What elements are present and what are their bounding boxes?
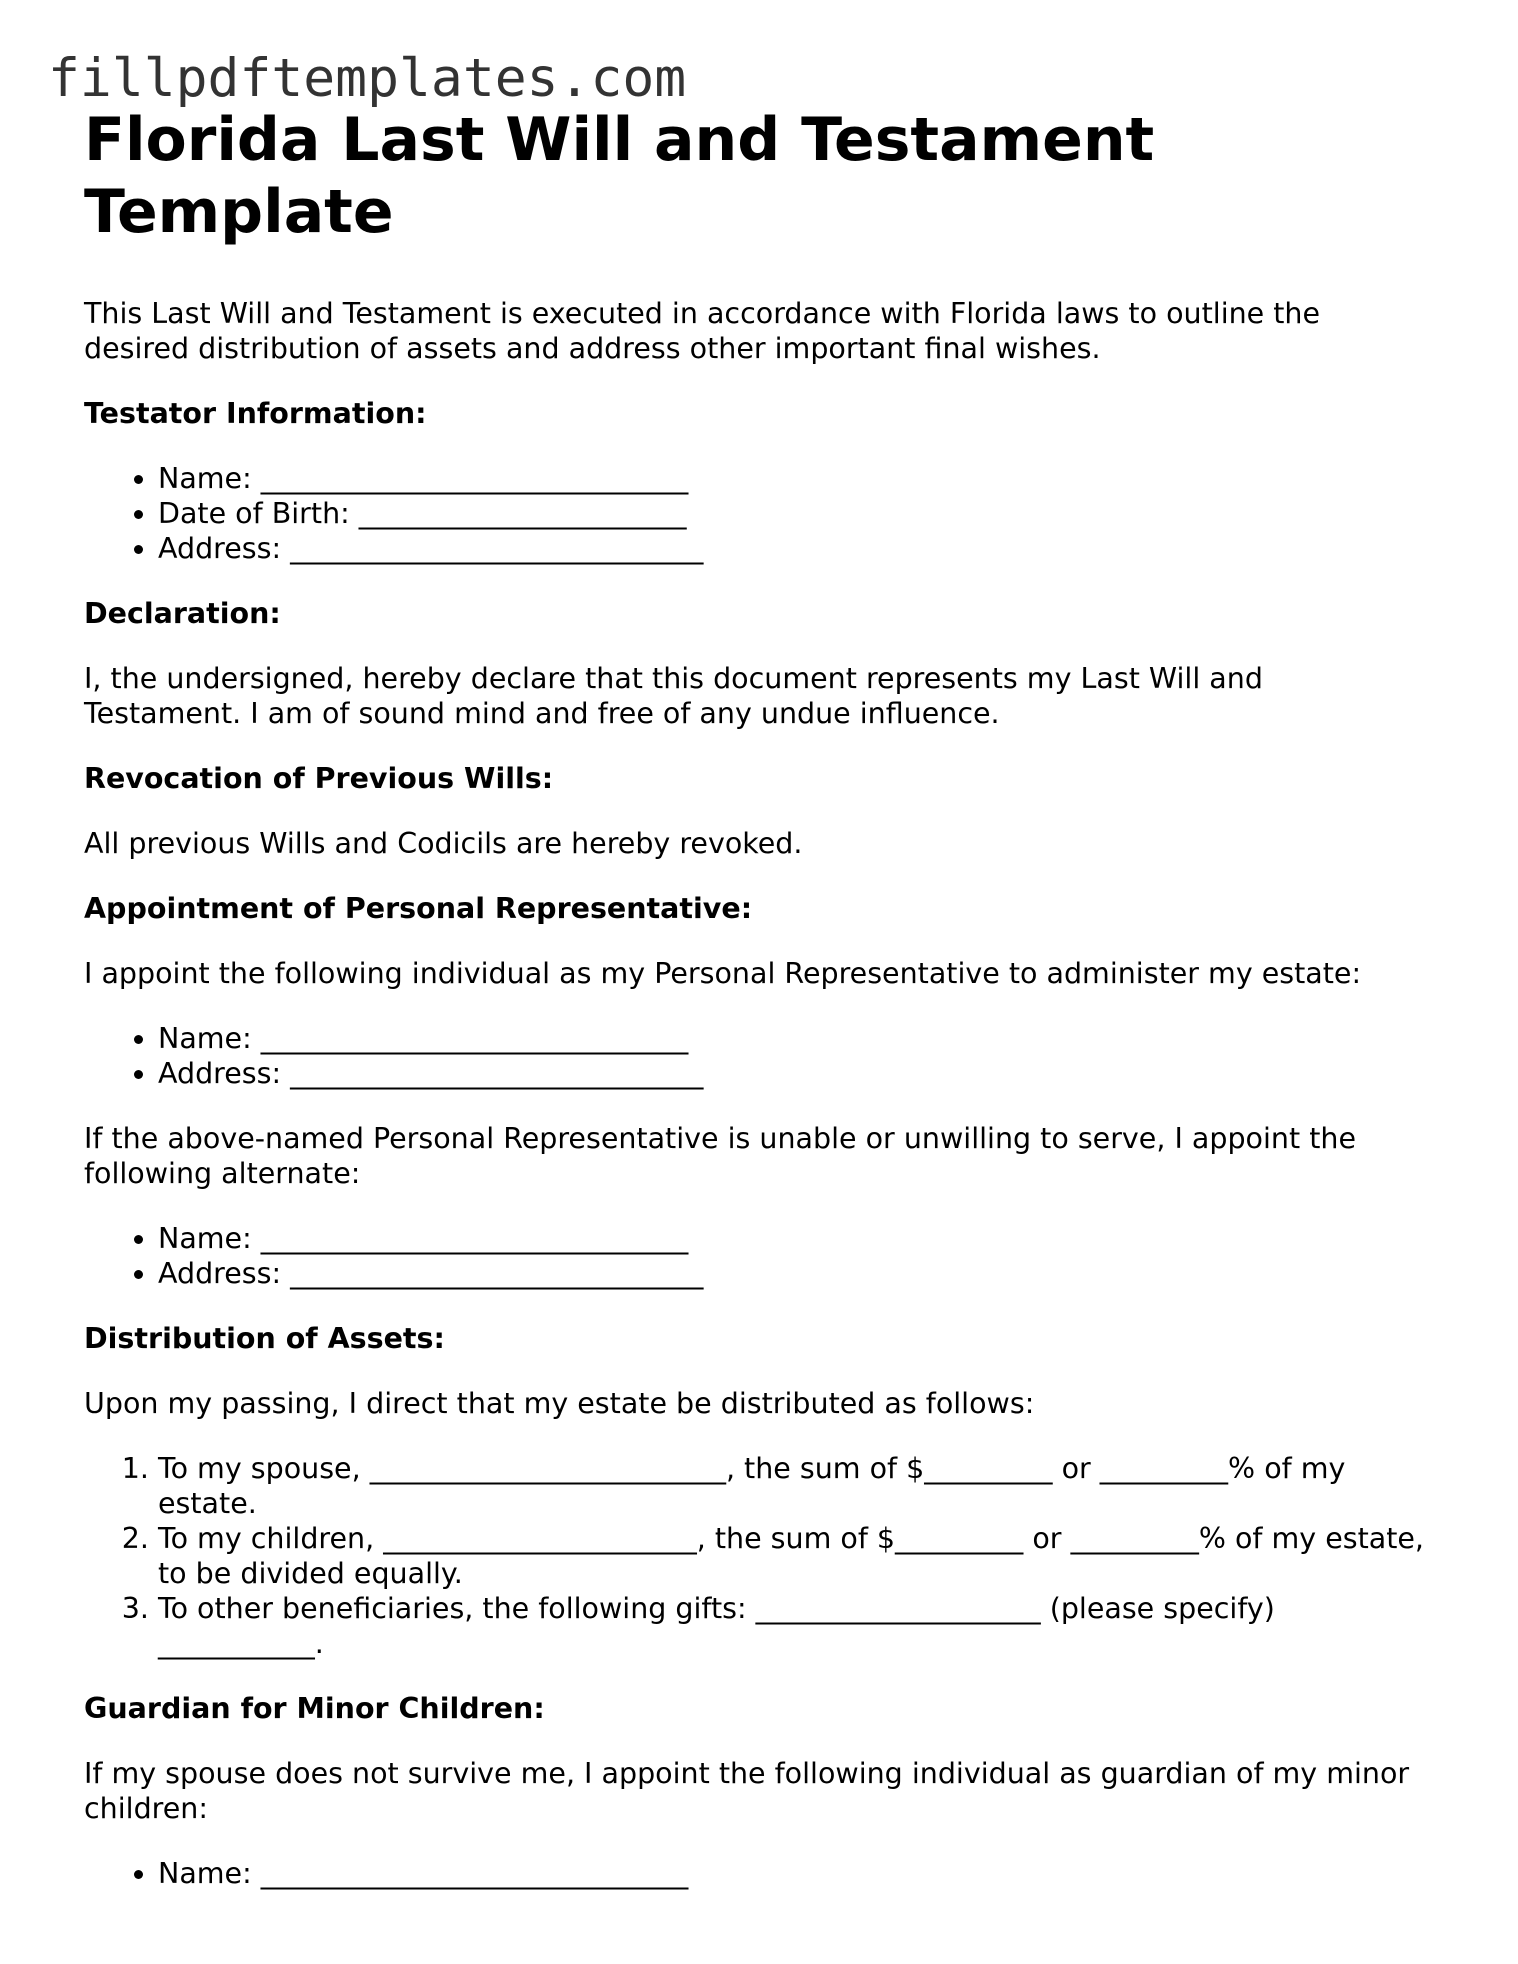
testator-name-field: • Name: ______________________________ (158, 461, 1424, 496)
guardian-name-field: • Name: ______________________________ (158, 1856, 1424, 1891)
representative-name-field: • Name: ______________________________ (158, 1021, 1424, 1056)
alternate-representative-text: If the above-named Personal Representative is unable or unwilling to serve, I appoint the following alternate: (84, 1122, 1356, 1190)
guardian-heading: Guardian for Minor Children: (84, 1692, 545, 1725)
distribution-text: Upon my passing, I direct that my estate be distributed as follows: (84, 1387, 1035, 1420)
distribution-list (84, 1451, 1424, 1661)
representative-fields (84, 1021, 1424, 1091)
revocation-text: All previous Wills and Codicils are hereby revoked. (84, 827, 803, 860)
declaration-heading: Declaration: (84, 597, 281, 630)
alternate-address-field: • Address: _____________________________ (158, 1256, 1424, 1291)
testator-fields (84, 461, 1424, 566)
document-page (84, 104, 1424, 1921)
distribution-spouse-item: 1. To my spouse, _________________________, the sum of $_________ or _________% of my estate. (158, 1451, 1424, 1521)
declaration-text: I, the undersigned, hereby declare that this document represents my Last Will and Testament. I am of sound mind and free of any undue influence. (84, 662, 1263, 730)
representative-heading: Appointment of Personal Representative: (84, 892, 753, 925)
site-watermark: fillpdftemplates.com (48, 48, 687, 109)
revocation-heading: Revocation of Previous Wills: (84, 762, 554, 795)
representative-text: I appoint the following individual as my Personal Representative to administer my estate: (84, 957, 1362, 990)
guardian-text: If my spouse does not survive me, I appoint the following individual as guardian of my minor children: (84, 1757, 1410, 1825)
testator-dob-field: • Date of Birth: _______________________ (158, 496, 1424, 531)
document-title: Florida Last Will and Testament Template (84, 105, 1155, 247)
intro-paragraph: This Last Will and Testament is executed in accordance with Florida laws to outline the desired distribution of assets and address other important final wishes. (84, 297, 1321, 365)
alternate-name-field: • Name: ______________________________ (158, 1221, 1424, 1256)
alternate-representative-fields (84, 1221, 1424, 1291)
distribution-heading: Distribution of Assets: (84, 1322, 445, 1355)
distribution-children-item: 2. To my children, ______________________, the sum of $_________ or _________% of my estate, to be divided equally. (158, 1521, 1424, 1591)
distribution-other-item: 3. To other beneficiaries, the following gifts: ____________________ (please specify) ___________. (158, 1591, 1424, 1661)
testator-address-field: • Address: _____________________________ (158, 531, 1424, 566)
testator-heading: Testator Information: (84, 397, 427, 430)
representative-address-field: • Address: _____________________________ (158, 1056, 1424, 1091)
guardian-fields (84, 1856, 1424, 1891)
